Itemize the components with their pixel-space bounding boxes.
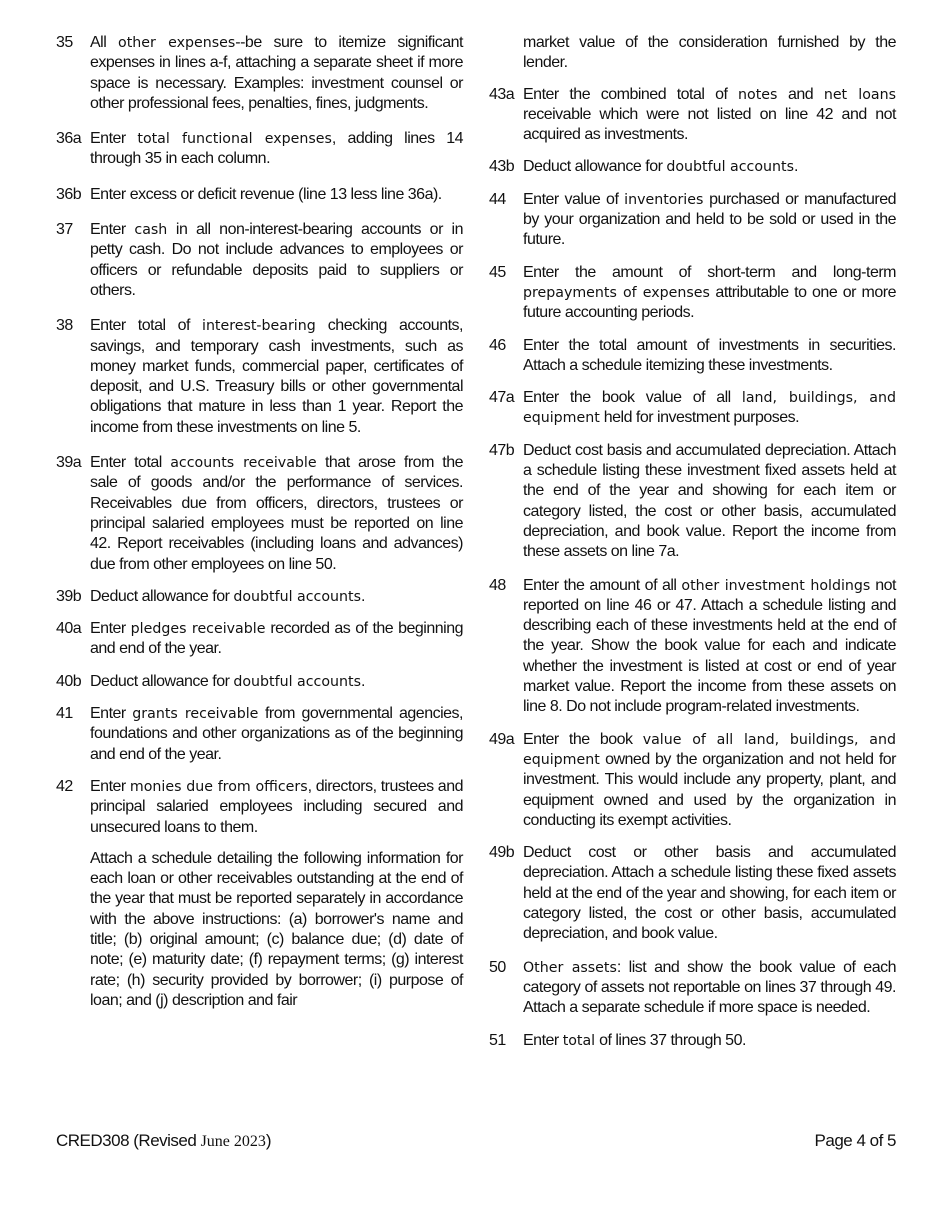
instruction-item-49b <box>489 843 896 944</box>
page-number: Page 4 of 5 <box>814 1131 896 1150</box>
line-number: 49b <box>489 844 515 862</box>
line-number: 45 <box>489 263 506 281</box>
line-number: 42 <box>56 777 73 795</box>
instruction-item-37 <box>56 220 463 301</box>
instruction-item-50 <box>489 958 896 1019</box>
line-number: 49a <box>489 730 515 748</box>
revision-date: June 2023 <box>200 1133 266 1150</box>
instruction-text: Other assets: list and show the book value of each category of assets not reportable on lines 37 through 49. Attach a separate schedule if more space is needed. <box>523 958 896 1017</box>
line-number: 47a <box>489 389 515 407</box>
instruction-text: Deduct cost basis and accumulated depreciation. Attach a schedule listing these investment fixed assets held at the end of the year and showing for each item or category listed, the cost or other basis, accumulated depreciation, and book value. Report the income from these assets on line 7a. <box>523 441 896 561</box>
instruction-text: Enter the amount of short-term and long-term prepayments of expenses attributable to one or more future accounting periods. <box>523 263 897 322</box>
instruction-text: Deduct allowance for doubtful accounts. <box>523 158 798 176</box>
instruction-item-44 <box>489 190 896 251</box>
instruction-item-36a <box>56 129 463 170</box>
instruction-item-39b <box>56 587 463 607</box>
instruction-text: Deduct allowance for doubtful accounts. <box>90 672 365 690</box>
line-number: 37 <box>56 221 73 239</box>
instruction-item-46 <box>489 336 896 377</box>
line-number: 41 <box>56 705 73 723</box>
instruction-item-35 <box>56 33 463 114</box>
line-number: 36b <box>56 185 82 203</box>
line-number: 43b <box>489 158 515 176</box>
instruction-text: Enter the amount of all other investment holdings not reported on line 46 or 47. Attach a schedule listing and describing each of these investments held at the end of the year. Show the book value for each and indicate whether the investment is listed at cost or end of year market value. Report the income from these assets on line 8. Do not include program-related investments. <box>523 576 896 716</box>
instruction-item-40b <box>56 672 463 692</box>
instruction-text: Enter pledges receivable recorded as of the beginning and end of the year. <box>90 620 464 658</box>
instruction-text: Enter value of inventories purchased or manufactured by your organization and held to be sold or used in the future. <box>523 190 896 249</box>
instruction-item-43a <box>489 85 896 146</box>
instruction-item-49a <box>489 730 896 831</box>
instruction-item-47b <box>489 441 896 563</box>
instruction-item-42 <box>56 777 463 838</box>
line-number: 48 <box>489 576 506 594</box>
instruction-item-48 <box>489 576 896 718</box>
line-number: 46 <box>489 336 506 354</box>
instruction-text: Deduct allowance for doubtful accounts. <box>90 587 365 605</box>
instruction-text: Enter total functional expenses, adding lines 14 through 35 in each column. <box>90 130 464 168</box>
instruction-text: Enter total accounts receivable that arose from the sale of goods and/or the performance of services. Receivables due from officers, directors, trustees or principal salaried employees must be reported on line 42. Report receivables (including loans and advances) due from other employees on line 50. <box>90 454 464 573</box>
instruction-text: Enter the book value of all land, buildings, and equipment owned by the organization and not held for investment. This would include any property, plant, and equipment owned and used by the organization in conducting its exempt activities. <box>523 730 896 829</box>
instruction-item-47a <box>489 388 896 429</box>
instruction-item-36b <box>56 185 463 205</box>
instruction-item-43b <box>489 157 896 177</box>
instruction-text: Enter excess or deficit revenue (line 13 less line 36a). <box>90 185 442 203</box>
instruction-text: Enter total of interest-bearing checking accounts, savings, and temporary cash investments, such as money market funds, commercial paper, certificates of deposit, and U.S. Treasury bills or other governmental obligations that mature in less than 1 year. Report the income from these investments on line 5. <box>90 317 463 436</box>
instruction-item-38 <box>56 316 463 438</box>
instruction-text: Enter monies due from officers, directors, trustees and principal salaried employees including secured and unsecured loans to them. <box>90 777 463 836</box>
instruction-item-39a <box>56 453 463 575</box>
instruction-item-45 <box>489 263 896 324</box>
instruction-text: Enter cash in all non-interest-bearing accounts or in petty cash. Do not include advances to employees or officers or refundable deposits paid to suppliers or others. <box>90 221 464 299</box>
instruction-text: All other expenses--be sure to itemize significant expenses in lines a-f, attaching a separate sheet if more space is necessary. Examples: investment counsel or other professional fees, penalties, fines, judgments. <box>90 34 464 112</box>
instruction-text: Enter grants receivable from governmental agencies, foundations and other organizations as of the beginning and end of the year. <box>90 705 463 763</box>
line-number: 40b <box>56 672 82 690</box>
instruction-text: Deduct cost or other basis and accumulated depreciation. Attach a schedule listing these fixed assets held at the end of the year and showing, for each item or category listed, the cost or other basis, accumulated depreciation, and book value. <box>523 844 896 943</box>
instruction-text: Enter the combined total of notes and net loans receivable which were not listed on line 42 and not acquired as investments. <box>523 85 896 144</box>
line-number: 51 <box>489 1032 506 1050</box>
line-number: 36a <box>56 130 82 148</box>
line-number: 47b <box>489 441 515 459</box>
left-column <box>56 33 463 1011</box>
instruction-item-40a <box>56 619 463 660</box>
continued-paragraph: market value of the consideration furnished by the lender. <box>523 34 896 72</box>
line-number: 39b <box>56 587 82 605</box>
line-number: 40a <box>56 620 82 638</box>
right-column <box>489 33 896 1052</box>
instruction-item-51 <box>489 1031 896 1051</box>
line-number: 39a <box>56 454 82 472</box>
line-number: 44 <box>489 190 506 208</box>
line-number: 38 <box>56 317 73 335</box>
loan-schedule-paragraph: Attach a schedule detailing the following information for each loan or other receivables outstanding at the end of the year that must be reported separately in accordance with the above instructions: (a) borrower's name and title; (b) original amount; (c) balance due; (d) date of note; (e) maturity date; (f) repayment terms; (g) interest rate; (h) security provided by borrower; (i) purpose of loan; and (j) description and fair <box>90 849 463 1009</box>
instruction-text: Enter the book value of all land, buildings, and equipment held for investment purposes. <box>523 389 896 427</box>
form-revision-footer: CRED308 (Revised June 2023) <box>56 1131 272 1150</box>
line-number: 50 <box>489 958 506 976</box>
line-number: 35 <box>56 34 73 51</box>
instruction-text: Enter the total amount of investments in securities. Attach a schedule itemizing these investments. <box>523 336 896 374</box>
instruction-item-41 <box>56 704 463 765</box>
instruction-text: Enter total of lines 37 through 50. <box>523 1032 746 1050</box>
line-number: 43a <box>489 85 515 103</box>
